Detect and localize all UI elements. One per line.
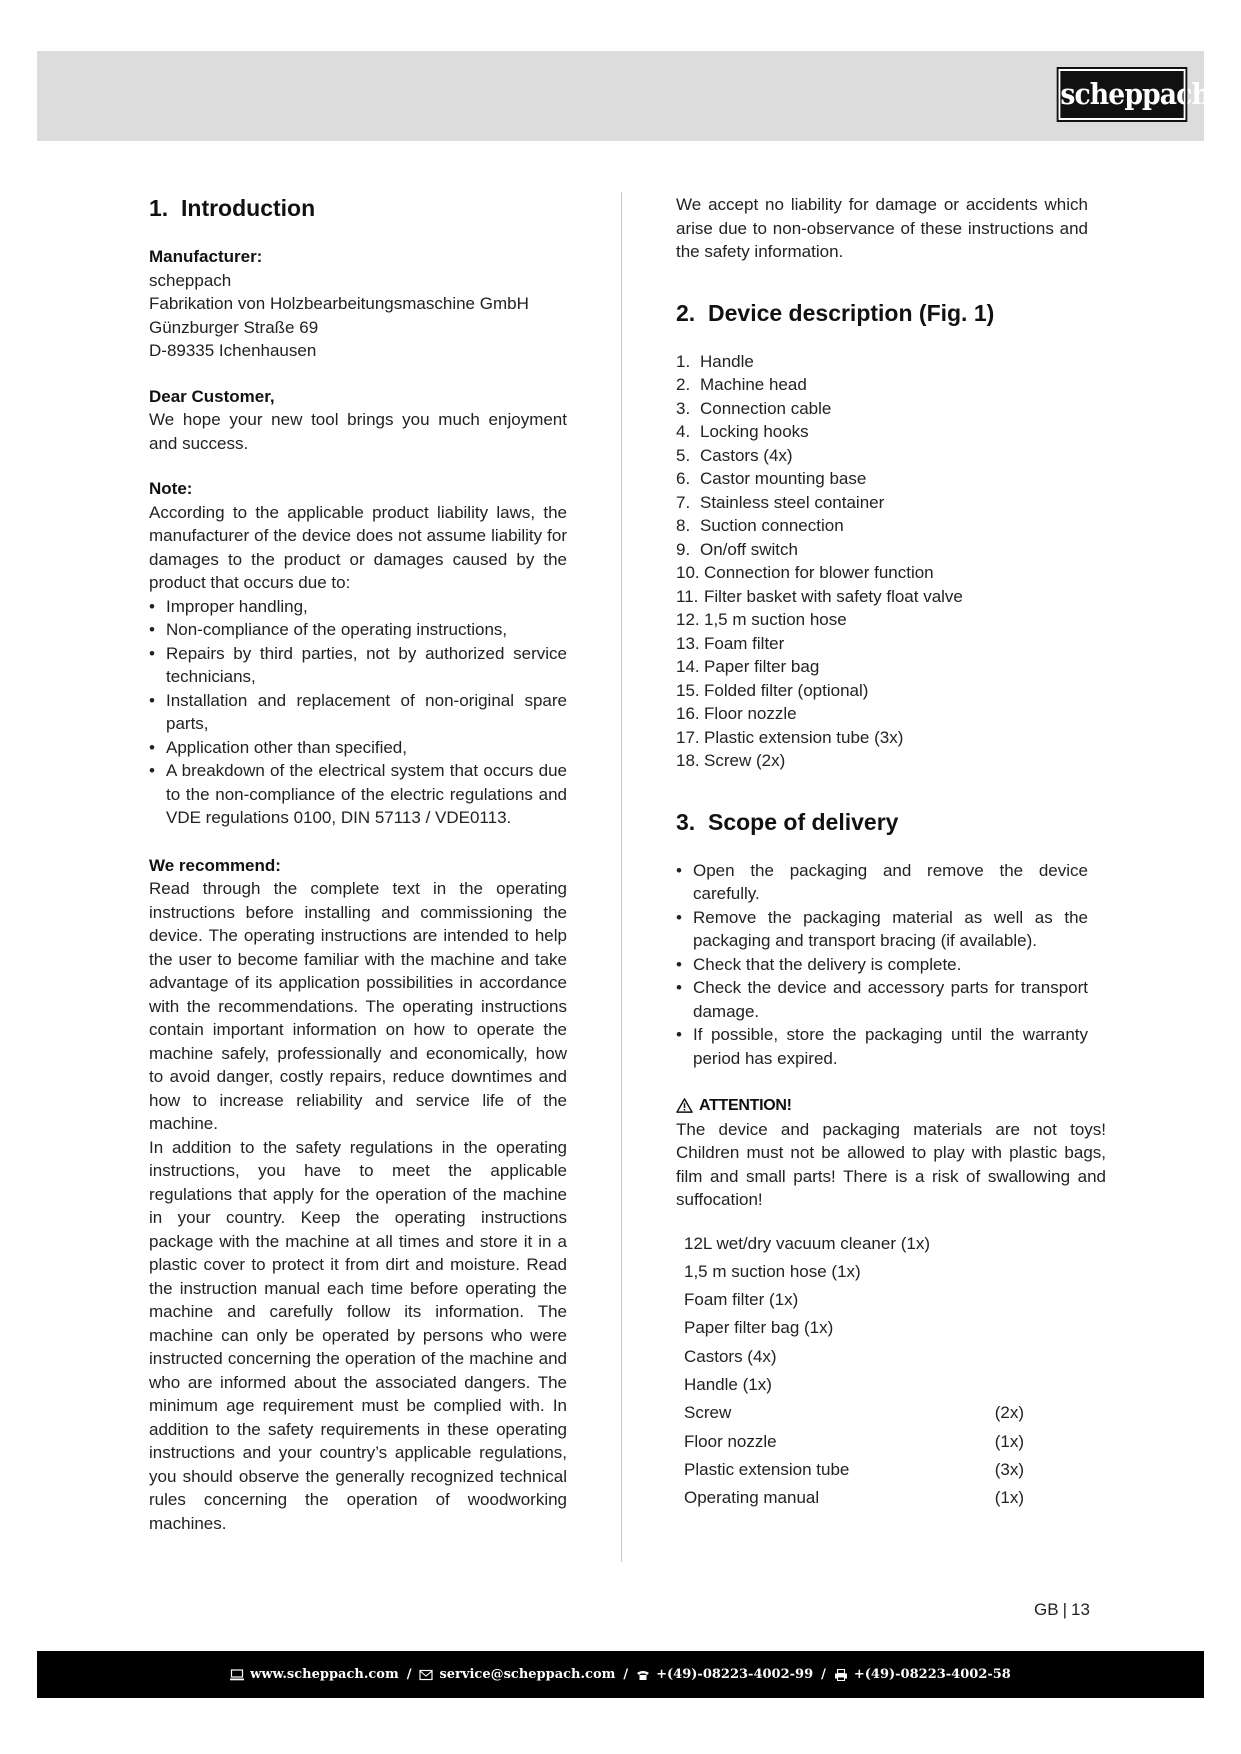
parts-list (676, 350, 1106, 773)
list-item: • Installation and replacement of non-original spare parts, (149, 689, 567, 736)
list-item: 9. On/off switch (676, 539, 798, 559)
note-list (149, 595, 567, 830)
section-title-scope-of-delivery: 3. Scope of delivery (676, 808, 899, 835)
header-band (37, 51, 1204, 141)
list-item: 16. Floor nozzle (676, 704, 797, 723)
list-item: 6. Castor mounting base (676, 469, 867, 488)
email-icon (419, 1669, 433, 1681)
footer-separator: / (821, 1667, 826, 1682)
list-item: • A breakdown of the electrical system that occurs due to the non-compliance of the electric regulations and VDE regulations 0100, DIN 57113 / VDE0113. (149, 759, 567, 830)
column-divider (621, 192, 622, 1562)
table-row: Paper filter bag (1x) (684, 1318, 834, 1338)
list-item: 18. Screw (2x) (676, 751, 786, 770)
list-item: • Non-compliance of the operating instructions, (149, 618, 567, 642)
table-row: Plastic extension tube (3x) (684, 1459, 1024, 1479)
list-item: 10. Connection for blower function (676, 563, 934, 582)
footer-phone[interactable]: +(49)-08223-4002-99 (656, 1667, 814, 1682)
dear-customer-text: We hope your new tool brings you much enjoyment and success. (149, 410, 567, 453)
footer-website[interactable]: www.scheppach.com (250, 1667, 399, 1682)
note-text: According to the applicable product liability laws, the manufacturer of the device does not assume liability for damages to the product or damages caused by the product that occurs due to: (149, 502, 567, 592)
list-item: 17. Plastic extension tube (3x) (676, 727, 904, 747)
section-title-device-description: 2. Device description (Fig. 1) (676, 299, 995, 326)
list-item: • Check the device and accessory parts for transport damage. (676, 976, 1088, 1023)
table-row: Screw (2x) (684, 1403, 1024, 1423)
warning-icon (676, 1098, 693, 1113)
footer-email[interactable]: service@scheppach.com (439, 1667, 616, 1682)
list-item: • Check that the delivery is complete. (676, 953, 1088, 977)
scope-list (676, 859, 1088, 1071)
footer-bar (37, 1651, 1204, 1698)
table-row: Floor nozzle (1x) (684, 1431, 1024, 1451)
left-column (149, 193, 567, 1535)
manufacturer-label: Manufacturer: (149, 247, 263, 266)
footer-fax[interactable]: +(49)-08223-4002-58 (853, 1667, 1011, 1682)
table-row: Operating manual (1x) (684, 1488, 1024, 1508)
page-number: GB | 13 (1034, 1600, 1090, 1619)
table-row: 1,5 m suction hose (1x) (684, 1261, 861, 1281)
footer-separator: / (406, 1667, 412, 1682)
list-item: 15. Folded filter (optional) (676, 680, 869, 700)
list-item: • Remove the packaging material as well as the packaging and transport bracing (if available). (676, 906, 1088, 953)
table-row: Handle (1x) (684, 1374, 772, 1394)
phone-icon (636, 1669, 650, 1681)
recommend-paragraph-1: Read through the complete text in the operating instructions before installing and commissioning the device. The operating instructions are intended to help the user to become familiar with the machine and take advantage of its application possibilities in accordance with the recommendations. The operating instructions contain important information on how to operate the machine safely, professionally and economically, how to avoid danger, costly repairs, reduce downtimes and how to increase reliability and service life of the machine. (149, 879, 567, 1133)
list-item: 7. Stainless steel container (676, 492, 885, 512)
list-item: 1. Handle (676, 351, 754, 371)
list-item: 5. Castors (4x) (676, 445, 793, 465)
recommend-label: We recommend: (149, 855, 281, 875)
list-item: 14. Paper filter bag (676, 657, 820, 676)
delivery-contents-table (684, 1230, 1024, 1513)
dear-customer-label: Dear Customer, (149, 386, 275, 406)
list-item: 8. Suction connection (676, 516, 844, 535)
fax-icon (834, 1669, 848, 1681)
computer-icon (230, 1669, 244, 1681)
list-item: 13. Foam filter (676, 633, 785, 653)
attention-text: The device and packaging materials are not toys! Children must not be allowed to play with plastic bags, film and small parts! There is a risk of swallowing and suffocation! (676, 1119, 1106, 1209)
recommend-paragraph-2: In addition to the safety regulations in the operating instructions, you have to meet the applicable regulations that apply for the operation of the machine in your country. Keep the operating instructions package with the machine at all times and store it in a plastic cover to protect it from dirt and moisture. Read the instruction manual each time before operating the machine and carefully follow its information. The machine can only be operated by persons who were instructed concerning the operation of the machine and who are informed about the associated dangers. The minimum age requirement must be complied with. In addition to the safety requirements in these operating instructions and your country’s applicable regulations, you should observe the generally recognized technical rules concerning the operation of woodworking machines. (149, 1137, 567, 1533)
manufacturer-address: scheppach Fabrikation von Holzbearbeitungsmaschine GmbH Günzburger Straße 69 D-89335 Ichenhausen (149, 270, 529, 360)
list-item: 3. Connection cable (676, 398, 832, 418)
section-title-introduction: 1. Introduction (149, 195, 316, 221)
table-row: 12L wet/dry vacuum cleaner (1x) (684, 1233, 930, 1253)
table-row: Foam filter (1x) (684, 1290, 799, 1310)
list-item: • Repairs by third parties, not by authorized service technicians, (149, 642, 567, 689)
right-column (676, 193, 1106, 1512)
brand-logo: scheppach (1059, 69, 1186, 120)
list-item: • If possible, store the packaging until the warranty period has expired. (676, 1023, 1088, 1070)
list-item: • Application other than specified, (149, 736, 567, 760)
attention-heading: ATTENTION! (676, 1094, 1106, 1118)
table-row: Castors (4x) (684, 1346, 777, 1366)
list-item: 2. Machine head (676, 375, 807, 394)
list-item: 4. Locking hooks (676, 422, 809, 441)
list-item: • Open the packaging and remove the device carefully. (676, 859, 1088, 906)
liability-text: We accept no liability for damage or accidents which arise due to non-observance of these instructions and the safety information. (676, 195, 1088, 261)
note-label: Note: (149, 479, 193, 498)
list-item: 11. Filter basket with safety float valve (676, 586, 963, 606)
list-item: 12. 1,5 m suction hose (676, 610, 847, 629)
list-item: • Improper handling, (149, 595, 567, 619)
footer-separator: / (623, 1667, 629, 1682)
